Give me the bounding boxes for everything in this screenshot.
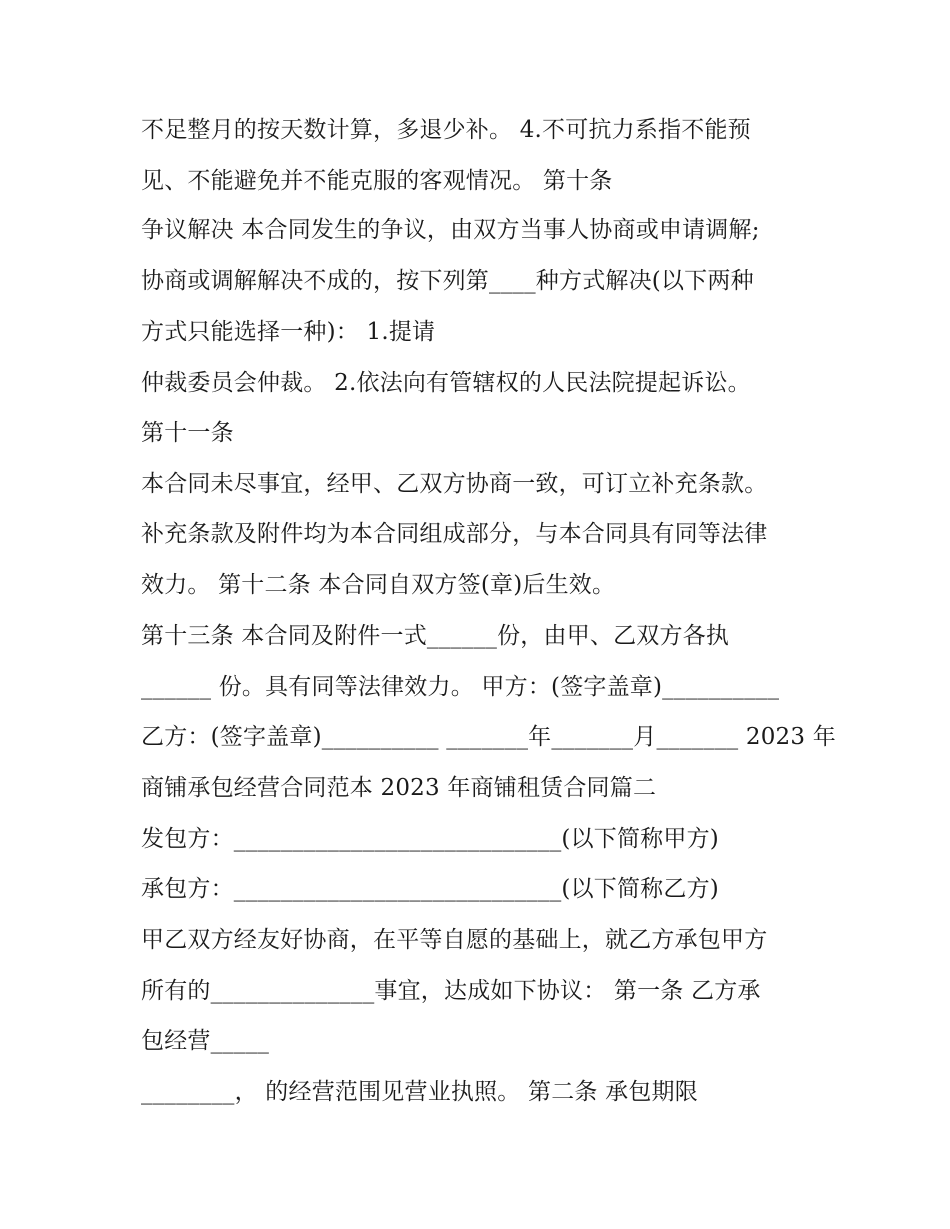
text-line: ________， 的经营范围见营业执照。 第二条 承包期限 [141,1079,698,1105]
text-line: 方式只能选择一种)： 1.提请 [141,319,436,345]
text-line: 发包方：____________________________(以下简称甲方) [141,826,719,852]
text-line: 第十三条 本合同及附件一式______份，由甲、乙双方各执 [141,623,730,649]
text-line: 甲乙双方经友好协商，在平等自愿的基础上，就乙方承包甲方 [141,927,768,953]
text-line: 第十一条 [141,420,234,446]
text-line: 包经营_____ [141,1028,270,1054]
text-line: 所有的______________事宜，达成如下协议： 第一条 乙方承 [141,978,761,1004]
text-line: 承包方：____________________________(以下简称乙方) [141,876,719,902]
text-line: 本合同未尽事宜，经甲、乙双方协商一致，可订立补充条款。 [141,471,768,497]
text-line: 协商或调解解决不成的，按下列第____种方式解决(以下两种 [141,268,754,294]
text-line: 争议解决 本合同发生的争议，由双方当事人协商或申请调解; [141,217,760,243]
text-line: 补充条款及附件均为本合同组成部分，与本合同具有同等法律 [141,521,768,547]
text-line: 商铺承包经营合同范本 2023 年商铺租赁合同篇二 [141,775,657,801]
text-line: ______ 份。具有同等法律效力。 甲方：(签字盖章)__________ [141,674,780,700]
text-line: 效力。 第十二条 本合同自双方签(章)后生效。 [141,572,616,598]
text-line: 乙方：(签字盖章)__________ _______年_______月_______ 2023 年 [141,724,836,750]
text-line: 仲裁委员会仲裁。 2.依法向有管辖权的人民法院提起诉讼。 [141,370,751,396]
text-line: 不足整月的按天数计算，多退少补。 4.不可抗力系指不能预 [141,117,751,143]
text-line: 见、不能避免并不能克服的客观情况。 第十条 [141,168,613,194]
